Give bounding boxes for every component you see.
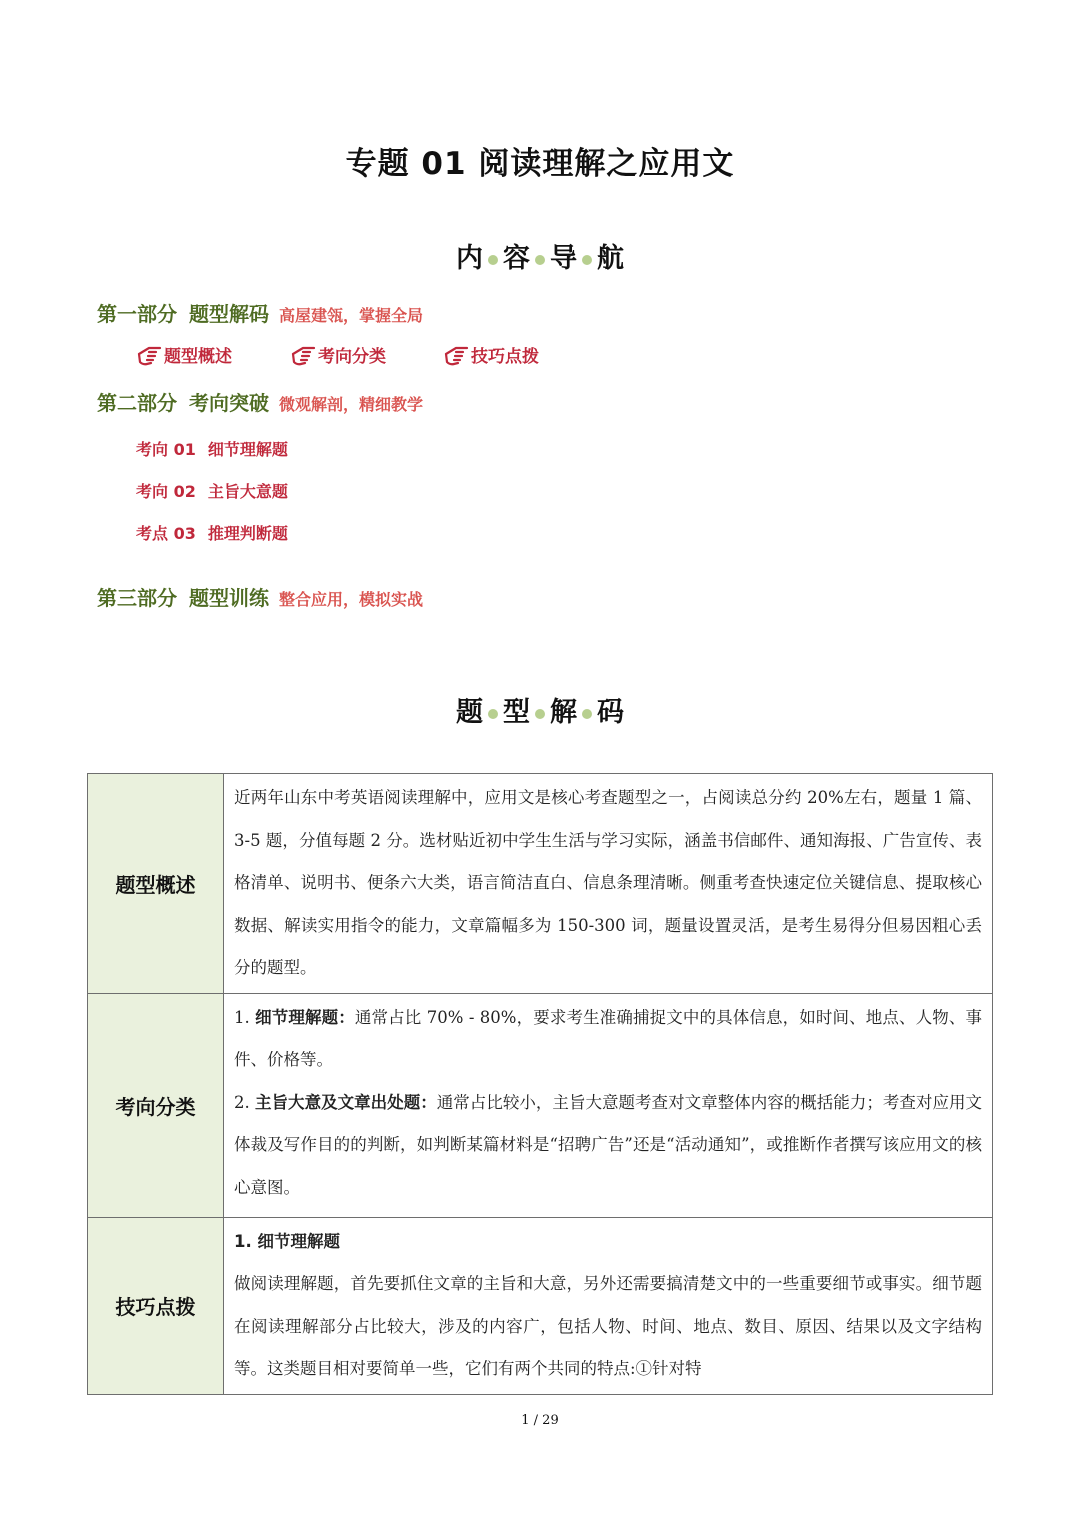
overview-text: 近两年山东中考英语阅读理解中，应用文是核心考查题型之一，占阅读总分约 20%左右，题量 1 篇、3-5 题，分值每题 2 分。选材贴近初中学生生活与学习实际，涵盖书信邮件、通知海报、广告宣传、表格清单、说明书、便条六大类，语言简洁直白、信息条理清晰。侧重考查快速定位关键信息、提取核心数据、解读实用指令的能力，文章篇幅多为 150-300 词，题量设置灵活，是考生易得分但易因粗心丢分的题型。 <box>234 788 982 977</box>
nav-heading-char: 容 <box>503 243 530 274</box>
part-name: 题型训练 <box>189 586 269 610</box>
category-text: 通常占比较小，主旨大意题考查对文章整体内容的概括能力；考查对应用文体裁及写作目的的判断，如判断某篇材料是“招聘广告”还是“活动通知”，或推断作者撰写该应用文的核心意图。 <box>234 1092 982 1197</box>
category-number: 2. <box>234 1092 256 1112</box>
pointing-hand-icon <box>290 344 316 366</box>
category-text: 通常占比 70% - 80%，要求考生准确捕捉文中的具体信息，如时间、地点、人物、事件、价格等。 <box>234 1007 982 1069</box>
nav-heading-char: 内 <box>456 243 483 274</box>
part1-item-tips <box>443 342 539 367</box>
part-name: 题型解码 <box>189 302 269 326</box>
part-label: 第二部分 <box>97 391 177 415</box>
part-2 <box>97 387 423 416</box>
table-row <box>88 993 993 1217</box>
row-content <box>224 1217 993 1394</box>
part-name: 考向突破 <box>189 391 269 415</box>
section-heading-char: 码 <box>597 697 624 728</box>
row-content <box>224 993 993 1217</box>
pointing-hand-icon <box>136 344 162 366</box>
part1-item-label: 技巧点拨 <box>471 347 539 367</box>
section-heading-char: 型 <box>503 697 530 728</box>
part-label: 第三部分 <box>97 586 177 610</box>
category-item <box>234 997 982 1082</box>
tip-text: 做阅读理解题，首先要抓住文章的主旨和大意，另外还需要搞清楚文中的一些重要细节或事实。细节题在阅读理解部分占比较大，涉及的内容广，包括人物、时间、地点、数目、原因、结果以及文字结构等。这类题目相对要简单一些，它们有两个共同的特点:①针对特 <box>234 1274 982 1378</box>
pointing-hand-icon <box>443 344 469 366</box>
page-title: 专题 01 阅读理解之应用文 <box>345 146 735 182</box>
dot-separator-icon <box>488 709 498 719</box>
nav-heading-char: 导 <box>550 243 577 274</box>
dot-separator-icon <box>488 255 498 265</box>
dot-separator-icon <box>582 709 592 719</box>
row-label: 技巧点拨 <box>88 1217 224 1394</box>
part-1 <box>97 298 423 327</box>
part-subtitle: 整合应用，模拟实战 <box>279 590 424 609</box>
part2-item-title: 主旨大意题 <box>207 482 288 501</box>
part2-item <box>136 479 288 502</box>
part2-item-code: 考向 02 <box>136 482 196 501</box>
nav-heading <box>0 236 1080 275</box>
page-number: 1 / 29 <box>521 1413 559 1428</box>
section-heading <box>0 690 1080 729</box>
part1-item-categories <box>290 342 386 367</box>
tip-heading: 1. 细节理解题 <box>234 1231 340 1251</box>
category-title: 细节理解题： <box>255 1007 355 1027</box>
part2-item-title: 推理判断题 <box>207 524 288 543</box>
table-row <box>88 774 993 994</box>
dot-separator-icon <box>535 709 545 719</box>
row-label: 考向分类 <box>88 993 224 1217</box>
part2-item-title: 细节理解题 <box>207 440 288 459</box>
category-item <box>234 1082 982 1210</box>
part-3 <box>97 582 423 611</box>
table-row <box>88 1217 993 1394</box>
part1-item-label: 题型概述 <box>164 347 232 367</box>
part-label: 第一部分 <box>97 302 177 326</box>
part2-item-code: 考向 01 <box>136 440 196 459</box>
nav-heading-char: 航 <box>597 243 624 274</box>
part1-item-label: 考向分类 <box>318 347 386 367</box>
row-content <box>224 774 993 994</box>
dot-separator-icon <box>582 255 592 265</box>
category-title: 主旨大意及文章出处题： <box>255 1092 437 1112</box>
content-table <box>87 773 993 1395</box>
part2-item <box>136 437 288 460</box>
part-subtitle: 微观解剖，精细教学 <box>279 395 424 414</box>
part1-item-overview <box>136 342 232 367</box>
part2-item-code: 考点 03 <box>136 524 196 543</box>
category-number: 1. <box>234 1007 256 1027</box>
row-label: 题型概述 <box>88 774 224 994</box>
part-subtitle: 高屋建瓴，掌握全局 <box>279 306 424 325</box>
section-heading-char: 解 <box>550 697 577 728</box>
section-heading-char: 题 <box>456 697 483 728</box>
part2-item <box>136 521 288 544</box>
dot-separator-icon <box>535 255 545 265</box>
